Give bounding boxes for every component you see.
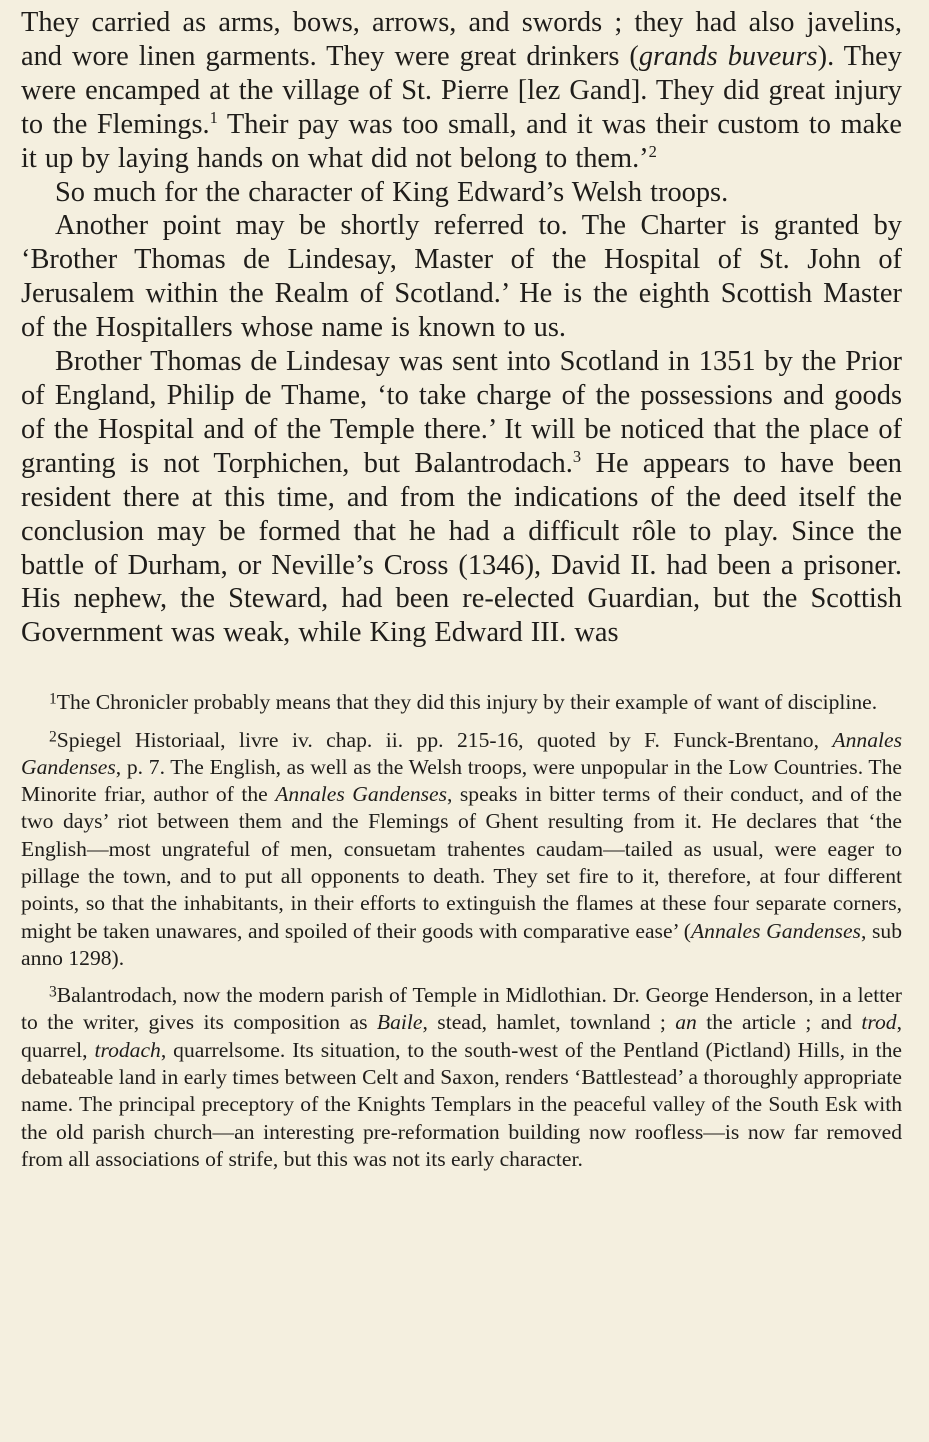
- footnote-text: , p. 7. The English, as well as the Welsh troops, were unpopular in the Low Countries. The Minorite friar, author of the: [21, 754, 902, 807]
- footnote-number: 3: [49, 983, 57, 1001]
- text-run: Brother Thomas de Lindesay was sent into Scotland in 1351 by the Prior of England, Philip de Thame, ‘to take charge of the possessions and goods of the Hospital and of the Temple there.’ It will be noticed that the place of granting is not Torphichen, but Balantrodach.: [21, 346, 902, 479]
- italic-term: Baile: [376, 1010, 423, 1035]
- footnote-text: , stead, hamlet, townland ;: [422, 1010, 676, 1035]
- footnote-number: 1: [49, 690, 57, 708]
- footnote-1: [21, 689, 902, 716]
- italic-term: an: [675, 1010, 697, 1035]
- text-run: He appears to have been resident there at this time, and from the indications of the deed itself the conclusion may be formed that he had a difficult rôle to play. Since the battle of Durham, or Neville’s Cross (1346), David II. had been a prisoner. His nephew, the Steward, had been re-elected Guardian, but the Scottish Government was weak, while King Edward III. was: [21, 447, 902, 649]
- text-run: Their pay was too small, and it was their custom to make it up by laying hands on what did not belong to them.’: [21, 108, 902, 174]
- italic-term: trodach: [94, 1037, 161, 1062]
- text-run: ). They were encamped at the village of St. Pierre [lez Gand]. They did great injury to the Flemings.: [21, 40, 902, 140]
- italic-title: Annales Gandenses: [690, 918, 861, 943]
- footnote-ref-3[interactable]: 3: [572, 446, 582, 466]
- footnotes: [21, 689, 902, 1173]
- footnote-text: Spiegel Historiaal, livre iv. chap. ii. pp. 215-16, quoted by F. Funck-Brentano,: [56, 727, 833, 752]
- paragraph-welsh-troops: So much for the character of King Edward’s Welsh troops.: [55, 176, 729, 208]
- text-run: They carried as arms, bows, arrows, and swords ; they had also javelins, and wore linen garments. They were great drinkers (: [21, 7, 902, 72]
- footnote-3: [21, 982, 902, 1173]
- footnote-2: [21, 727, 902, 973]
- footnote-text: , quarrelsome. Its situation, to the south-west of the Pentland (Pictland) Hills, in the debateable land in early times between Celt and Saxon, renders ‘Battlestead’ a thoroughly appropriate name. The principal preceptory of the Knights Templars in the peaceful valley of the South Esk with the old parish church—an interesting pre-reformation building now roofless—is now far removed from all associations of strife, but this was not its early character.: [21, 1037, 902, 1171]
- footnote-text: , quarrel,: [21, 1010, 902, 1062]
- footnote-text: Balantrodach, now the modern parish of Temple in Midlothian. Dr. George Henderson, in a letter to the writer, gives its composition as: [21, 983, 902, 1035]
- footnote-text: , speaks in bitter terms of their conduct, and of the two days’ riot between them and the Flemings of Ghent resulting from it. He declares that ‘the English—most ungrateful of men, consuetam trahentes caudam—tailed as usual, were eager to pillage the town, and to put all opponents to death. They set fire to it, therefore, at four different points, so that the inhabitants, in their efforts to extinguish the flames at these four separate corners, might be taken unawares, and spoiled of their goods with comparative ease’ (: [21, 782, 902, 943]
- italic-title: Annales Gandenses: [21, 727, 902, 779]
- italic-term: grands buveurs: [638, 40, 818, 72]
- footnote-text: , sub anno 1298).: [21, 918, 902, 970]
- footnote-number: 2: [49, 728, 57, 746]
- main-text: [21, 6, 902, 650]
- italic-title: Annales Gandenses: [275, 782, 448, 807]
- footnote-ref-2[interactable]: 2: [648, 141, 657, 161]
- paragraph-charter: Another point may be shortly referred to. The Charter is granted by ‘Brother Thomas de Lindesay, Master of the Hospital of St. John of Jerusalem within the Realm of Scotland.’ He is the eighth Scottish Master of the Hospitallers whose name is known to us.: [21, 210, 902, 344]
- footnote-ref-1[interactable]: 1: [209, 107, 218, 127]
- footnote-text: The Chronicler probably means that they did this injury by their example of want of discipline.: [56, 690, 878, 715]
- italic-term: trod: [861, 1010, 897, 1035]
- paragraph-quotation-end: [21, 6, 902, 176]
- footnote-text: the article ; and: [696, 1010, 862, 1035]
- paragraph-lindesay: [21, 345, 902, 650]
